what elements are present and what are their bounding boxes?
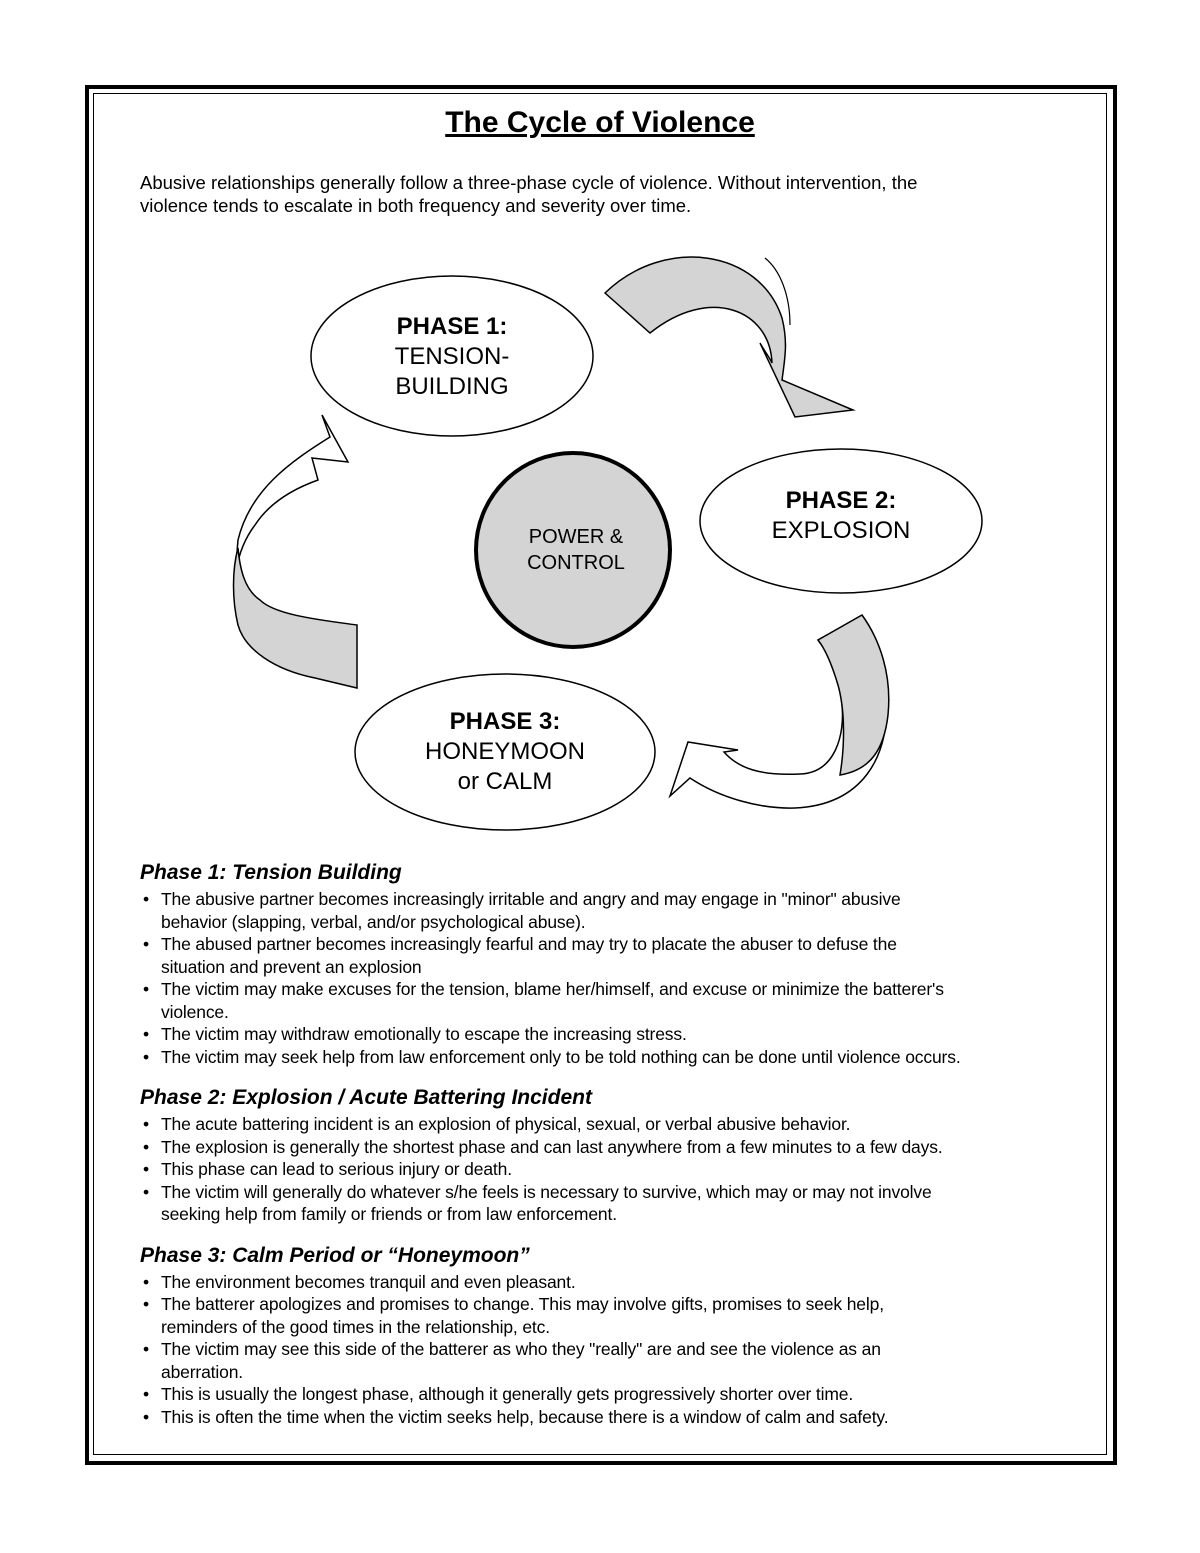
phase1-heading: PHASE 1: [396,313,508,340]
phase3-line-2: or CALM [457,768,553,795]
list-item: • The victim may withdraw emotionally to escape the increasing stress. [140,1023,1100,1046]
list-item: • The explosion is generally the shortest phase and can last anywhere from a few minutes to a few days. [140,1136,1100,1159]
phase3-section [140,1243,1100,1429]
list-item: • The environment becomes tranquil and even pleasant. [140,1271,1100,1294]
cycle-diagram [0,230,1200,850]
intro-paragraph [140,171,1100,217]
arrow-phase2-to-phase3 [670,615,889,808]
list-item: • The victim will generally do whatever s/he feels is necessary to survive, which may or may not involve seeking help from family or friends or from law enforcement. [140,1181,1100,1226]
phase3-label [405,707,605,797]
phase3-heading: PHASE 3: [449,708,561,735]
phase3-section-heading: Phase 3: Calm Period or “Honeymoon” [140,1243,530,1267]
list-item: • The victim may make excuses for the tension, blame her/himself, and excuse or minimize the batterer's violence. [140,978,1100,1023]
intro-line-2: violence tends to escalate in both frequency and severity over time. [140,195,692,216]
phase2-heading: PHASE 2: [785,487,897,514]
phase3-bullet-list [140,1271,1100,1429]
list-item: • The batterer apologizes and promises to change. This may involve gifts, promises to seek help, reminders of the good times in the relationship, etc. [140,1293,1100,1338]
center-label [496,524,656,576]
list-item: • This is often the time when the victim seeks help, because there is a window of calm and safety. [140,1406,1100,1429]
phase1-line-1: TENSION- [394,343,510,370]
phase3-line-1: HONEYMOON [424,738,585,765]
list-item: • The victim may see this side of the batterer as who they "really" are and see the violence as an aberration. [140,1338,1100,1383]
list-item: • This is usually the longest phase, although it generally gets progressively shorter over time. [140,1383,1100,1406]
phase2-line-1: EXPLOSION [771,517,911,544]
arrow-phase1-to-phase2 [605,257,853,417]
phase1-section [140,860,1100,1068]
center-line-2: CONTROL [527,552,625,574]
phase1-bullet-list [140,888,1100,1068]
list-item: • The abusive partner becomes increasingly irritable and angry and may engage in "minor" abusive behavior (slapping, verbal, and/or psychological abuse). [140,888,1100,933]
phase2-section-heading: Phase 2: Explosion / Acute Battering Incident [140,1086,592,1109]
list-item: • The acute battering incident is an explosion of physical, sexual, or verbal abusive behavior. [140,1113,1100,1136]
phase2-label [741,486,941,546]
intro-line-1: Abusive relationships generally follow a three-phase cycle of violence. Without intervention, the [140,172,918,193]
phase-descriptions [140,860,1100,1445]
list-item: • The abused partner becomes increasingly fearful and may try to placate the abuser to defuse the situation and prevent an explosion [140,933,1100,978]
phase2-bullet-list [140,1113,1100,1226]
arrow-phase3-to-phase1 [234,415,358,688]
document-title: The Cycle of Violence [445,106,755,139]
list-item: • This phase can lead to serious injury or death. [140,1158,1100,1181]
phase2-section [140,1085,1100,1226]
list-item: • The victim may seek help from law enforcement only to be told nothing can be done until violence occurs. [140,1046,1100,1069]
center-line-1: POWER & [528,526,624,548]
phase1-line-2: BUILDING [395,373,509,400]
phase1-section-heading: Phase 1: Tension Building [140,861,402,884]
phase1-label [362,312,542,402]
